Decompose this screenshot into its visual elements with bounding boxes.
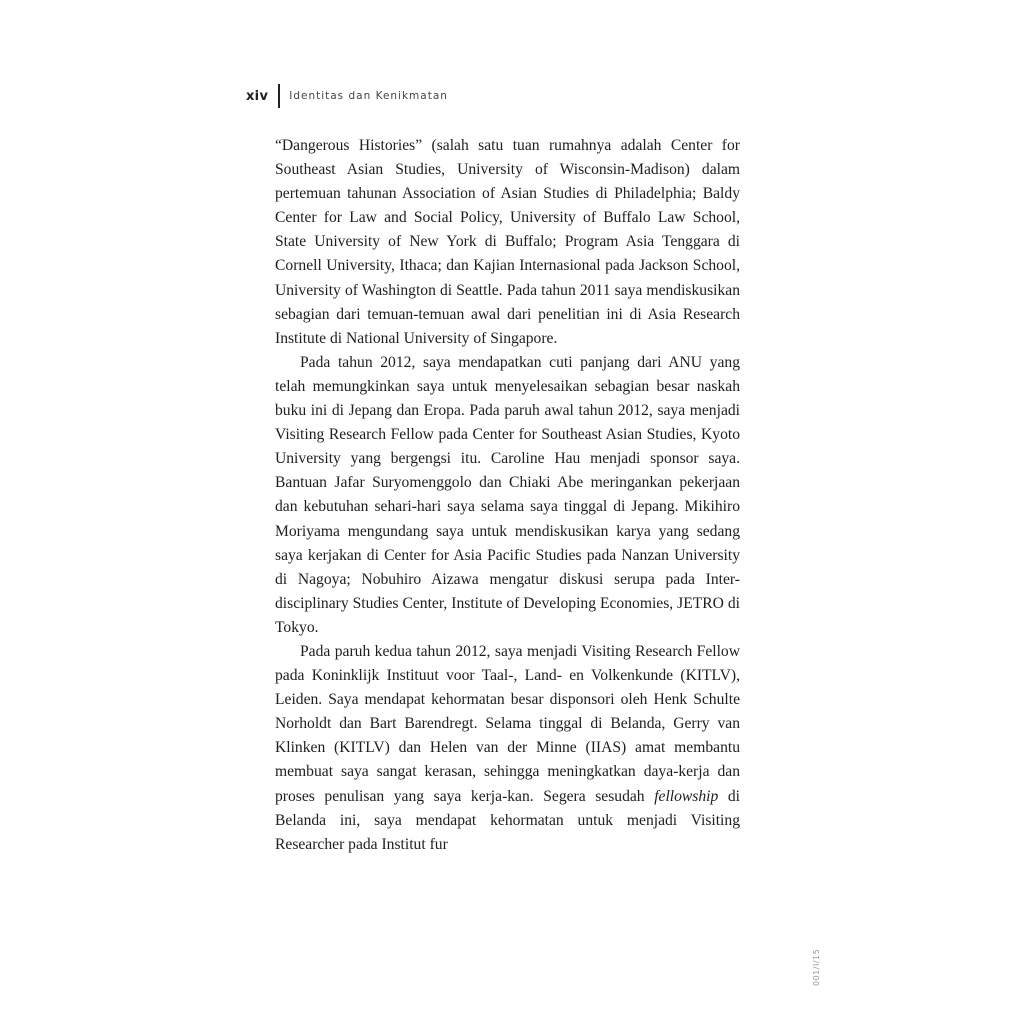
margin-code: 001/I/15 xyxy=(812,948,821,986)
paragraph: Pada tahun 2012, saya mendapatkan cuti panjang dari ANU yang telah memungkinkan saya untuk menyelesaikan sebagian besar naskah buku ini di Jepang dan Eropa. Pada paruh awal tahun 2012, saya menjadi Visiting Research Fellow pada Center for Southeast Asian Studies, Kyoto University yang bergengsi itu. Caroline Hau menjadi sponsor saya. Bantuan Jafar Suryomenggolo dan Chiaki Abe meringankan pekerjaan dan kebutuhan sehari-hari saya selama saya tinggal di Jepang. Mikihiro Moriyama mengundang saya untuk mendiskusikan karya yang sedang saya kerjakan di Center for Asia Pacific Studies pada Nanzan University di Nagoya; Nobuhiro Aizawa mengatur diskusi serupa pada Inter-disciplinary Studies Center, Institute of Developing Economies, JETRO di Tokyo. xyxy=(275,353,740,636)
paragraph: “Dangerous Histories” (salah satu tuan rumahnya adalah Center for Southeast Asian Studies, University of Wisconsin-Madison) dalam pertemuan tahunan Association of Asian Studies di Philadelphia; Baldy Center for Law and Social Policy, University of Buffalo Law School, State University of New York di Buffalo; Program Asia Tenggara di Cornell University, Ithaca; dan Kajian Internasional pada Jackson School, University of Washington di Seattle. Pada tahun 2011 saya mendiskusikan sebagian dari temuan-temuan awal dari penelitian ini di Asia Research Institute di National University of Singapore. xyxy=(275,137,740,347)
paragraph-text: di Belanda ini, saya mendapat kehormatan untuk menjadi Visiting Researcher pada Institut fur xyxy=(275,787,741,853)
page-number: xiv xyxy=(246,88,269,104)
header-divider xyxy=(278,84,280,108)
book-title: Identitas dan Kenikmatan xyxy=(289,90,448,102)
paragraph xyxy=(275,640,740,857)
body-text xyxy=(275,134,740,857)
running-head xyxy=(246,84,448,108)
paragraph-text: Pada paruh kedua tahun 2012, saya menjadi Visiting Research Fellow pada Koninklijk Instituut voor Taal-, Land- en Volkenkunde (KITLV), Leiden. Saya mendapat kehormatan besar disponsori oleh Henk Schulte Norholdt dan Bart Barendregt. Selama tinggal di Belanda, Gerry van Klinken (KITLV) dan Helen van der Minne (IIAS) amat membantu membuat saya sangat kerasan, sehingga meningkatkan daya-kerja dan proses penulisan yang saya kerja-kan. Segera sesudah xyxy=(275,642,740,805)
italic-term: fellowship xyxy=(654,787,719,805)
